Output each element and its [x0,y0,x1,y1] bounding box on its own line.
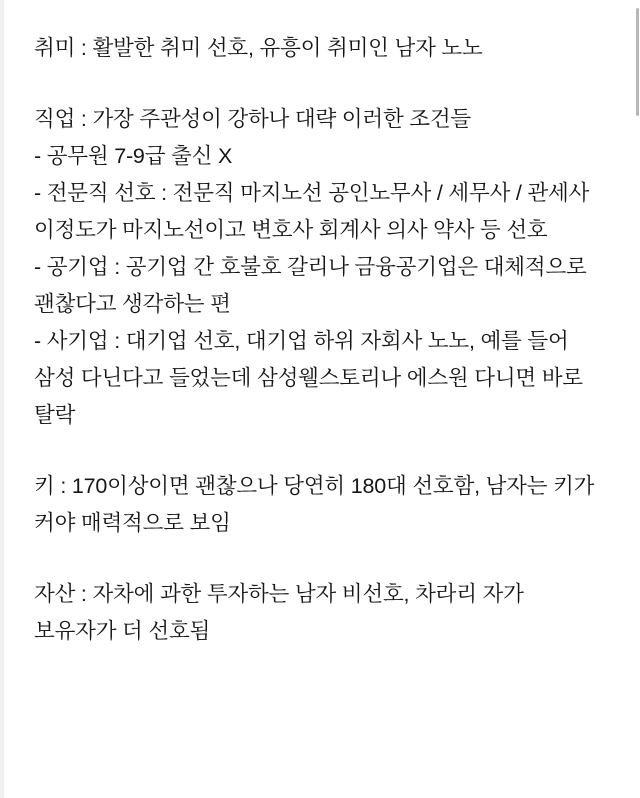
section-height [34,468,606,542]
job-line-2: - 공무원 7-9급 출신 X [34,143,233,168]
spacer-after-height [34,542,606,576]
left-edge-rule [0,0,4,798]
scrollbar[interactable] [635,0,640,798]
section-job [34,101,606,434]
job-line-1: 직업 : 가장 주관성이 강하나 대략 이러한 조건들 [34,106,472,131]
spacer-after-hobby [34,67,606,101]
assets-line-1: 자산 : 자차에 과한 투자하는 남자 비선호, 차라리 자가 보유자가 더 선호됨 [34,581,524,643]
spacer-after-job [34,434,606,468]
height-line-1: 키 : 170이상이면 괜찮으나 당연히 180대 선호함, 남자는 키가 커야 매력적으로 보임 [34,473,595,535]
job-line-4: - 공기업 : 공기업 간 호불호 갈리나 금융공기업은 대체적으로 괜찮다고 생각하는 편 [34,254,587,316]
section-hobby [34,30,606,67]
document-body [34,30,606,650]
job-line-3: - 전문직 선호 : 전문직 마지노선 공인노무사 / 세무사 / 관세사 이정도가 마지노선이고 변호사 회계사 의사 약사 등 선호 [34,180,590,242]
hobby-line-1: 취미 : 활발한 취미 선호, 유흥이 취미인 남자 노노 [34,36,483,60]
scrollbar-thumb[interactable] [636,8,639,116]
section-assets [34,576,606,650]
job-line-5: - 사기업 : 대기업 선호, 대기업 하위 자회사 노노, 예를 들어 삼성 다닌다고 들었는데 삼성웰스토리나 에스원 다니면 바로 탈락 [34,328,583,427]
